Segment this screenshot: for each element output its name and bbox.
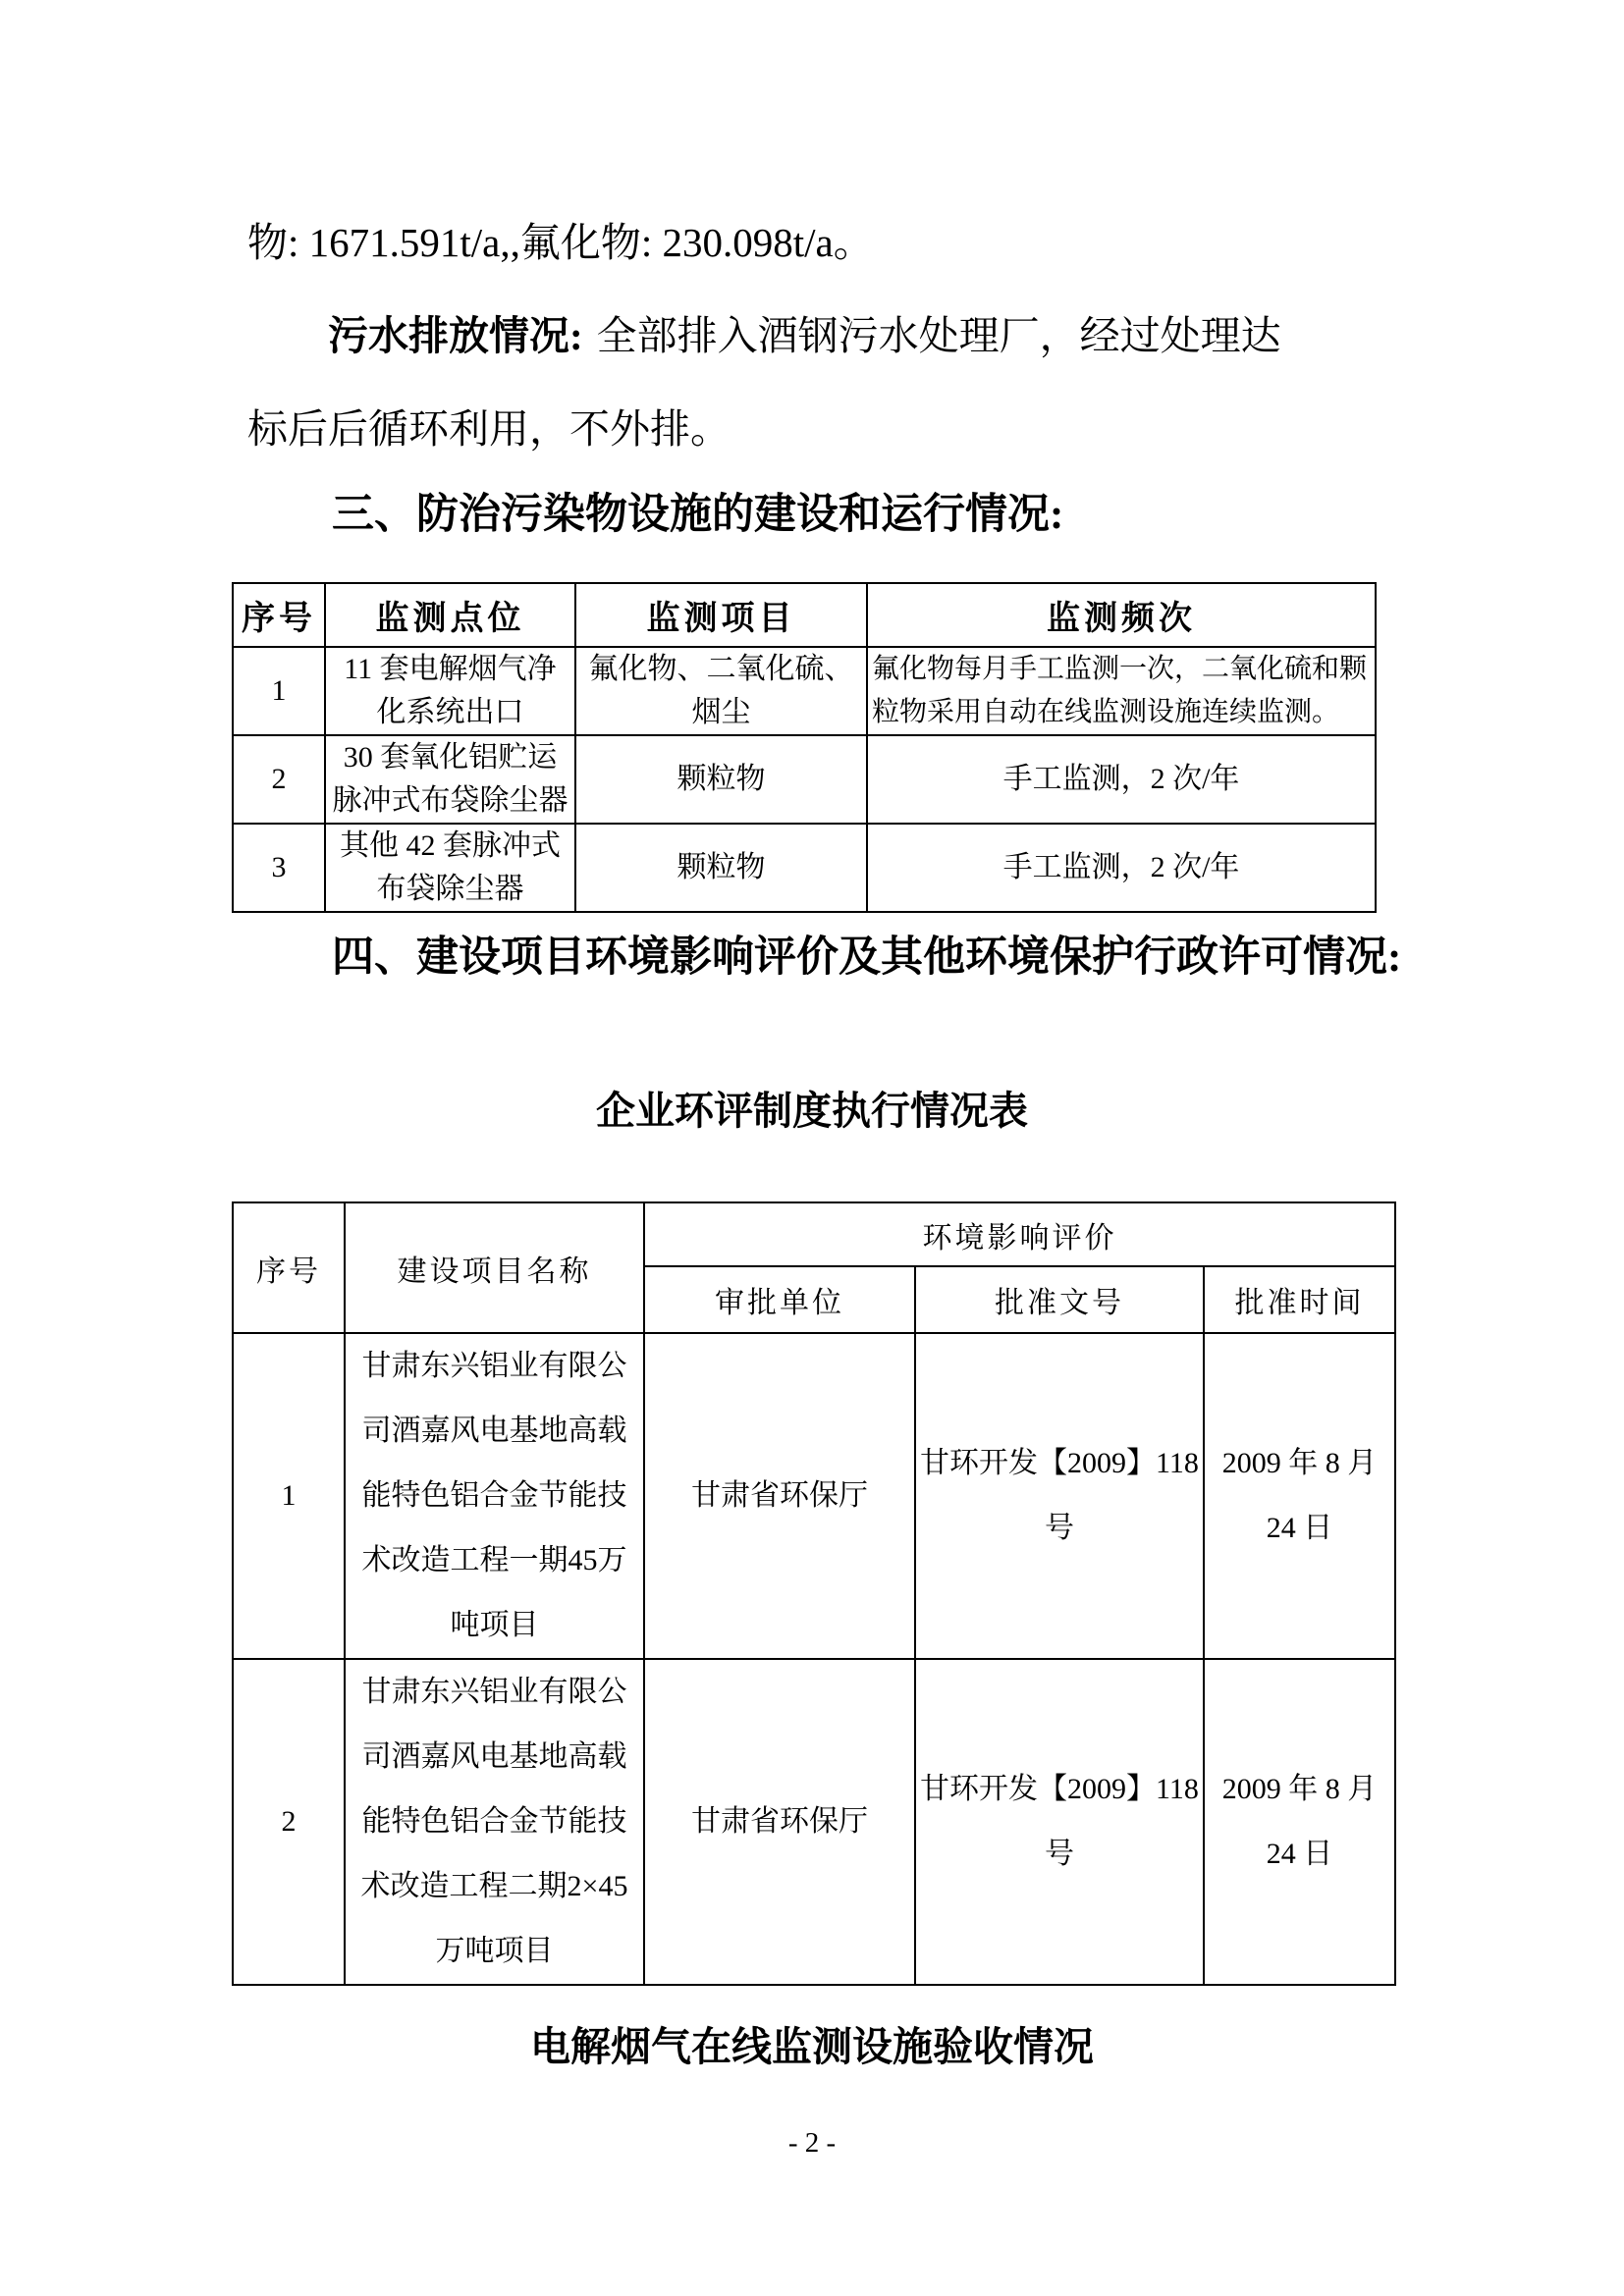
column-header-serial: 序号 [233,583,325,647]
column-header-serial: 序号 [233,1202,345,1333]
cell-serial: 3 [233,824,325,912]
cell-monitoring-point: 其他 42 套脉冲式布袋除尘器 [325,824,575,912]
cell-serial: 1 [233,1333,345,1659]
cell-monitoring-frequency: 手工监测，2 次/年 [867,735,1376,824]
eia-table [232,1201,1396,1986]
cell-monitoring-item: 颗粒物 [575,735,867,824]
table-row [233,647,1376,735]
cell-monitoring-frequency: 手工监测，2 次/年 [867,824,1376,912]
cell-approval-doc-no: 甘环开发【2009】118号 [915,1333,1204,1659]
cell-approval-date: 2009 年 8 月 24 日 [1204,1659,1395,1985]
column-header-eia-group: 环境影响评价 [644,1202,1395,1266]
wastewater-text: 全部排入酒钢污水处理厂，经过处理达标后后循环利用，不外排。 [247,313,1281,452]
table-row [233,735,1376,824]
cell-monitoring-point: 11 套电解烟气净化系统出口 [325,647,575,735]
cell-serial: 2 [233,1659,345,1985]
cell-approval-authority: 甘肃省环保厅 [644,1659,915,1985]
cell-approval-date: 2009 年 8 月 24 日 [1204,1333,1395,1659]
column-header-approval-authority: 审批单位 [644,1266,915,1333]
page-number: - 2 - [787,2127,837,2159]
cell-project-name: 甘肃东兴铝业有限公司酒嘉风电基地高载能特色铝合金节能技术改造工程一期45万吨项目 [345,1333,644,1659]
column-header-monitoring-item: 监测项目 [575,583,867,647]
cell-approval-doc-no: 甘环开发【2009】118号 [915,1659,1204,1985]
intro-line: 物: 1671.591t/a,,氟化物: 230.098t/a。 [247,220,874,265]
column-header-monitoring-frequency: 监测频次 [867,583,1376,647]
section-3-heading: 三、防治污染物设施的建设和运行情况: [332,492,1064,538]
cell-monitoring-item: 颗粒物 [575,824,867,912]
wastewater-paragraph [247,290,1313,476]
table-row [233,1659,1395,1985]
cell-serial: 1 [233,647,325,735]
monitoring-table-header-row [233,583,1376,647]
column-header-approval-date: 批准时间 [1204,1266,1395,1333]
eia-table-header-row-1 [233,1202,1395,1266]
table-row [233,1333,1395,1659]
column-header-project-name: 建设项目名称 [345,1202,644,1333]
wastewater-label: 污水排放情况: [328,313,583,358]
cell-project-name: 甘肃东兴铝业有限公司酒嘉风电基地高载能特色铝合金节能技术改造工程二期2×45万吨项目 [345,1659,644,1985]
column-header-monitoring-point: 监测点位 [325,583,575,647]
cell-monitoring-item: 氟化物、二氧化硫、烟尘 [575,647,867,735]
column-header-approval-doc-no: 批准文号 [915,1266,1204,1333]
monitoring-table [232,582,1377,913]
cell-serial: 2 [233,735,325,824]
online-monitoring-acceptance-title: 电解烟气在线监测设施验收情况 [530,2024,1094,2069]
section-4-heading: 四、建设项目环境影响评价及其他环境保护行政许可情况: [332,934,1402,981]
cell-monitoring-point: 30 套氧化铝贮运脉冲式布袋除尘器 [325,735,575,824]
table-row [233,824,1376,912]
cell-approval-authority: 甘肃省环保厅 [644,1333,915,1659]
eia-table-title: 企业环评制度执行情况表 [596,1089,1028,1133]
cell-monitoring-frequency: 氟化物每月手工监测一次，二氧化硫和颗粒物采用自动在线监测设施连续监测。 [867,647,1376,735]
